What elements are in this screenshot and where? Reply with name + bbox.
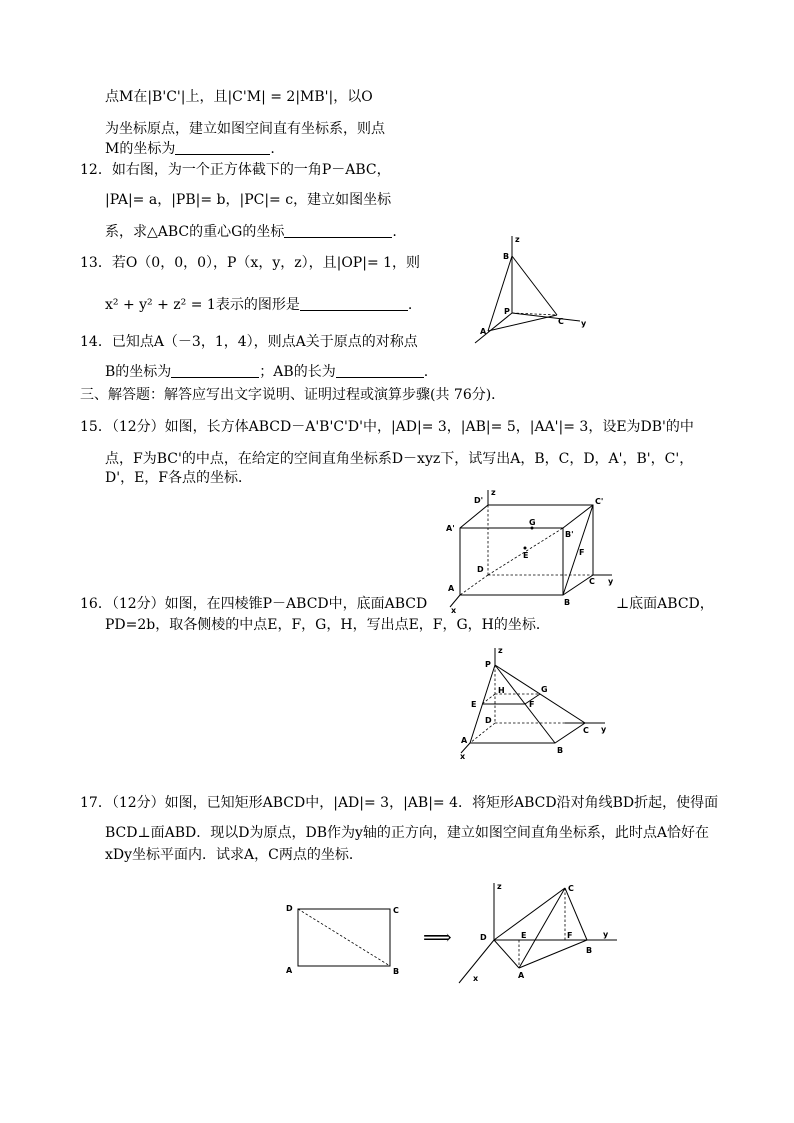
label-P: P xyxy=(504,307,510,316)
label-A: A xyxy=(448,584,455,593)
p11-answer-blank[interactable] xyxy=(175,140,270,155)
label-C: C xyxy=(583,726,589,735)
label-x: x xyxy=(460,752,466,761)
label-C: C xyxy=(558,317,564,326)
label-A: A xyxy=(518,971,525,980)
edge-DA xyxy=(494,940,519,968)
label-F: F xyxy=(579,548,585,557)
label-x: x xyxy=(451,606,457,615)
figure-17-folded xyxy=(455,880,630,990)
label-A: A xyxy=(480,327,487,336)
edge-DA xyxy=(470,723,495,743)
figure-17-rectangle xyxy=(280,900,410,980)
label-z: z xyxy=(498,646,503,655)
edge-CA xyxy=(519,888,565,968)
label-A: A xyxy=(461,736,468,745)
label-B: B xyxy=(557,746,564,755)
p13-line2: x² + y² + z² = 1表示的图形是 . xyxy=(105,297,413,313)
label-y: y xyxy=(603,930,609,939)
figure-15-cuboid xyxy=(440,485,620,615)
p17-line3: xDy坐标平面内．试求A，C两点的坐标． xyxy=(105,847,363,863)
label-B: B xyxy=(393,967,400,976)
label-D: D xyxy=(477,565,484,574)
figure-12-cube-corner xyxy=(470,228,600,358)
label-D: D xyxy=(480,933,487,942)
label-D: D xyxy=(485,716,492,725)
label-E: E xyxy=(523,551,529,560)
label-B: B xyxy=(503,252,510,261)
label-y: y xyxy=(581,319,587,328)
label-G: G xyxy=(541,685,548,694)
p11-line3: M的坐标为 . xyxy=(105,141,275,157)
label-H: H xyxy=(498,686,505,695)
label-z: z xyxy=(491,488,496,497)
label-D: D xyxy=(286,904,293,913)
p12-line2: |PA|= a，|PB|= b，|PC|= c，建立如图坐标 xyxy=(105,192,392,208)
label-P: P xyxy=(485,660,491,669)
edge-BC xyxy=(512,256,557,315)
p14-blank-2[interactable] xyxy=(336,363,424,378)
p14-blank-1[interactable] xyxy=(171,363,259,378)
p16-line1-right: ⊥底面ABCD， xyxy=(616,596,714,612)
label-B: B xyxy=(564,598,571,607)
edge-DC xyxy=(494,888,565,940)
p13-answer-blank[interactable] xyxy=(300,296,408,311)
figure-16-pyramid xyxy=(455,645,615,760)
label-C1: C' xyxy=(595,497,604,506)
p17-line2: BCD⊥面ABD．现以D为原点，DB作为y轴的正方向，建立如图空间直角坐标系，此时点A恰好在 xyxy=(105,825,710,841)
p11-line2: 为坐标原点，建立如图空间直有坐标系，则点 xyxy=(105,121,385,137)
label-B1: B' xyxy=(565,530,574,539)
label-z: z xyxy=(497,882,502,891)
edge-B1C1 xyxy=(563,505,593,528)
label-D1: D' xyxy=(474,496,484,505)
label-E: E xyxy=(521,931,527,940)
p15-line2: 点，F为BC'的中点，在给定的空间直角坐标系D－xyz下，试写出A，B，C，D，A'，B'，C'， xyxy=(105,451,694,467)
p17-line1: 17．（12分）如图，已知矩形ABCD中，|AD|= 3，|AB|= 4．将矩形ABCD沿对角线BD折起，使得面 xyxy=(80,795,719,811)
p15-line1: 15．（12分）如图，长方体ABCD－A'B'C'D'中，|AD|= 3，|AB|= 5，|AA'|= 3，设E为DB'的中 xyxy=(80,419,694,435)
label-F: F xyxy=(567,931,573,940)
label-B: B xyxy=(586,946,593,955)
label-E: E xyxy=(471,700,477,709)
p14-line2: B的坐标为 ；AB的长为 . xyxy=(105,364,429,380)
diagonal-BD xyxy=(298,909,390,966)
label-A1: A' xyxy=(446,524,455,533)
label-C: C xyxy=(393,906,399,915)
section-3-heading: 三、解答题：解答应写出文字说明、证明过程或演算步骤(共 76分)． xyxy=(80,387,506,403)
p14-line1: 14．已知点A（－3，1，4），则点A关于原点的对称点 xyxy=(80,334,418,350)
label-G: G xyxy=(529,518,536,527)
p16-line1-left: 16．（12分）如图，在四棱锥P－ABCD中，底面ABCD xyxy=(80,596,428,612)
p12-answer-blank[interactable] xyxy=(284,223,392,238)
label-y: y xyxy=(608,577,614,586)
edge-DA xyxy=(460,575,488,595)
implies-arrow: ⟹ xyxy=(423,925,452,949)
p12-line1: 12．如右图，为一个正方体截下的一角P－ABC， xyxy=(80,162,391,178)
p13-line1: 13．若O（0，0，0），P（x，y，z），且|OP|= 1，则 xyxy=(80,255,421,271)
p16-line2: PD=2b，取各侧棱的中点E，F，G，H，写出点E，F，G，H的坐标． xyxy=(105,617,550,633)
label-x: x xyxy=(473,974,479,983)
label-A: A xyxy=(286,966,293,975)
p15-line3: D'，E，F各点的坐标． xyxy=(105,470,253,486)
p12-line3: 系，求△ABC的重心G的坐标 . xyxy=(105,224,397,240)
axis-y xyxy=(512,313,580,321)
edge-AB xyxy=(519,940,587,968)
edge-AC xyxy=(488,315,557,331)
point-E xyxy=(524,547,527,550)
edge-AB xyxy=(488,256,512,331)
label-F: F xyxy=(529,700,535,709)
label-C: C xyxy=(589,577,595,586)
label-y: y xyxy=(601,725,607,734)
label-C: C xyxy=(568,884,574,893)
cuboid-outline xyxy=(460,505,593,595)
label-z: z xyxy=(515,235,520,244)
p11-line1: 点M在|B'C'|上，且|C'M| = 2|MB'|，以O xyxy=(105,89,373,105)
